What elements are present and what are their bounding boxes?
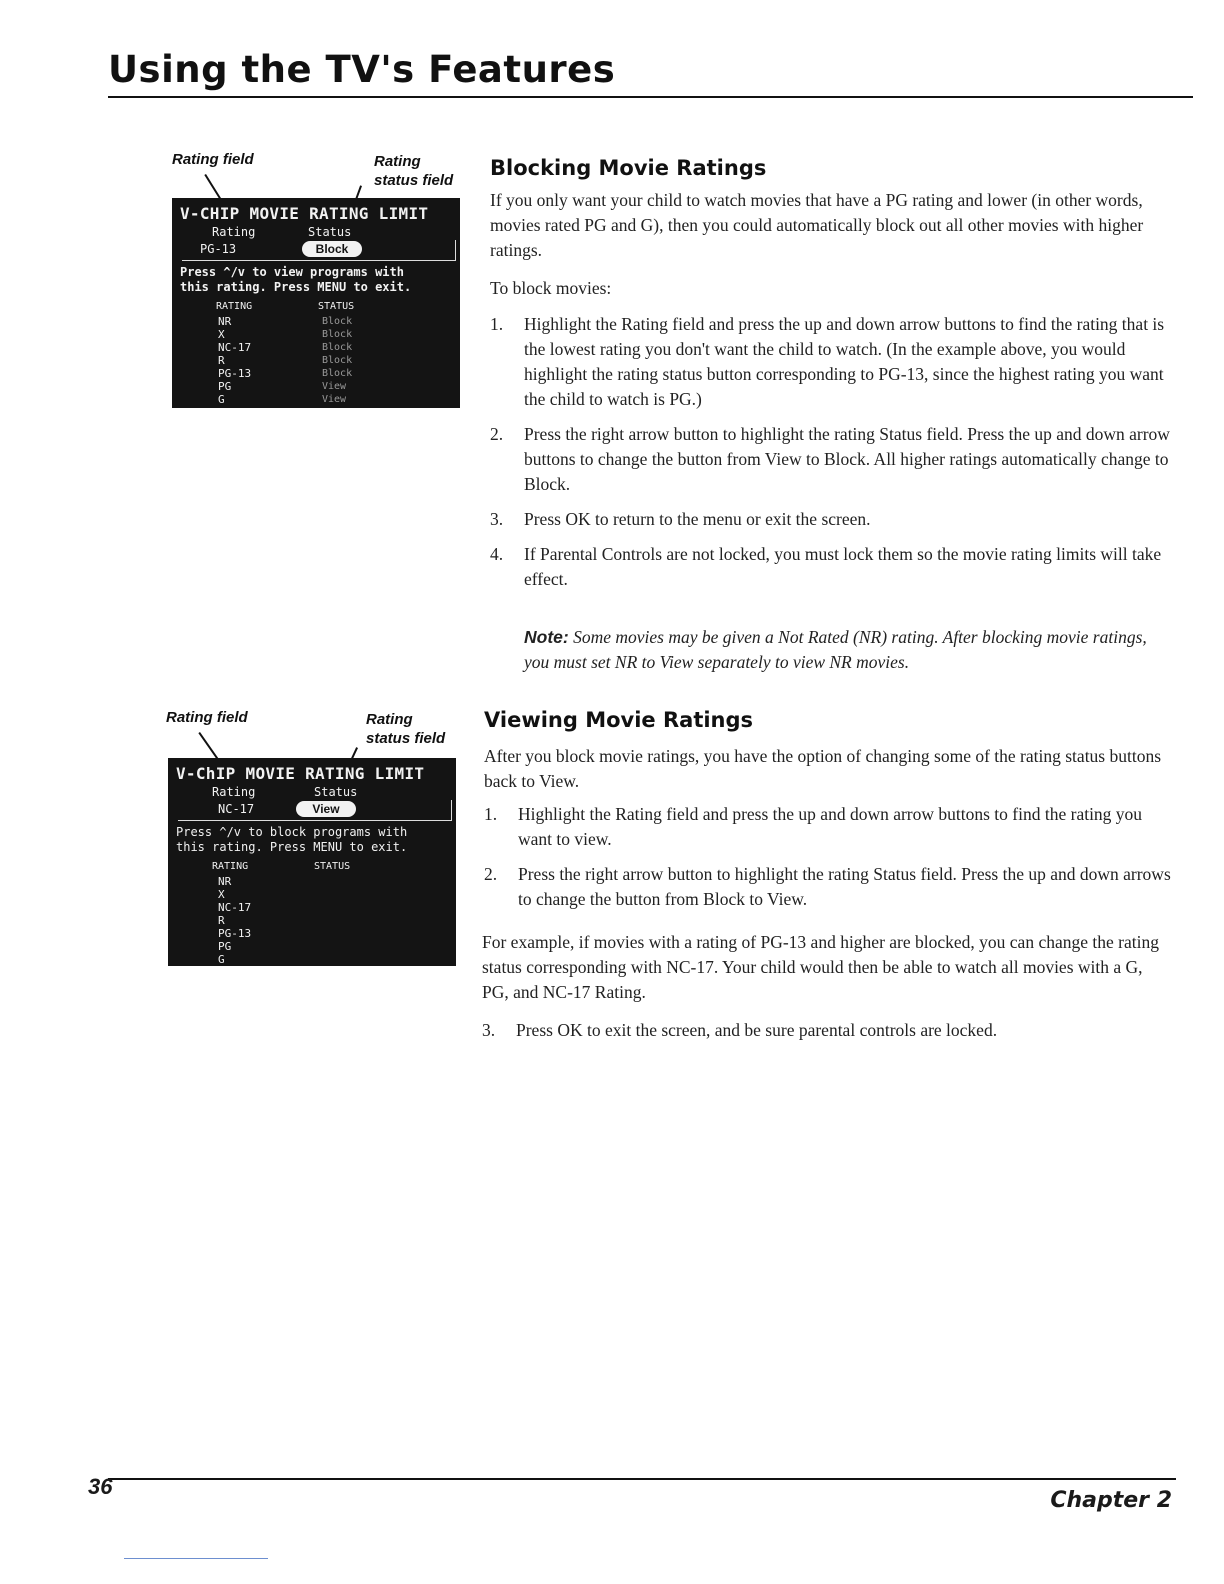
- to-block-label: To block movies:: [490, 278, 612, 298]
- status-row: Block: [322, 316, 353, 327]
- footer-rule: [108, 1478, 1176, 1480]
- list-item: [490, 312, 1180, 412]
- viewing-heading: Viewing Movie Ratings: [484, 708, 754, 732]
- blocking-note: [524, 625, 1164, 675]
- status-list-header: STATUS: [314, 861, 351, 872]
- status-list-header: STATUS: [318, 301, 355, 312]
- rating-status-field-label: [374, 152, 453, 190]
- step-text: Highlight the Rating field and press the up and down arrow buttons to find the rating you want to view.: [518, 804, 1143, 849]
- status-column-header: Status: [314, 785, 358, 799]
- selected-rating[interactable]: PG-13: [200, 242, 237, 256]
- figure-blocking-screen: [166, 150, 466, 415]
- status-row: Block: [322, 342, 353, 353]
- step-text: Press the right arrow button to highlight the rating Status field. Press the up and down arrows to change the button from Block to View.: [518, 864, 1171, 909]
- status-row: View: [322, 394, 347, 405]
- bottom-blue-rule: [124, 1558, 268, 1559]
- step-text: Press the right arrow button to highlight the rating Status field. Press the up and down arrow buttons to change the button from View to Block. All higher ratings automatically change to Block.: [524, 424, 1170, 494]
- message-line: this rating. Press MENU to exit.: [176, 840, 408, 854]
- status-row: View: [322, 381, 347, 392]
- rating-status-field-label: [366, 710, 445, 748]
- list-item: [484, 862, 1176, 912]
- rating-column-header: Rating: [212, 225, 256, 239]
- rating-label-line1: Rating: [366, 711, 413, 728]
- list-item: [490, 507, 1180, 532]
- step-text: If Parental Controls are not locked, you must lock them so the movie rating limits will take effect.: [524, 544, 1162, 589]
- message-line: this rating. Press MENU to exit.: [180, 280, 412, 294]
- selected-rating[interactable]: NC-17: [218, 802, 255, 816]
- list-item: [490, 422, 1180, 497]
- viewing-intro: After you block movie ratings, you have the option of changing some of the rating status buttons back to View.: [484, 746, 1162, 791]
- blocking-steps: [490, 312, 1180, 592]
- rating-field-bar[interactable]: [182, 240, 456, 261]
- rating-row: NC-17: [218, 341, 252, 354]
- rating-field-bar[interactable]: [178, 800, 452, 821]
- rating-row: PG: [218, 380, 232, 393]
- step-number: 4.: [490, 544, 504, 564]
- step-number: 1.: [484, 804, 498, 824]
- status-row: Block: [322, 329, 353, 340]
- message-line: Press ^/v to view programs with: [180, 265, 404, 279]
- status-button[interactable]: View: [296, 801, 356, 817]
- viewing-steps-continued: [482, 1018, 1174, 1043]
- screen-message: [176, 825, 407, 855]
- rating-row: G: [218, 953, 225, 966]
- tv-screen: [168, 758, 456, 966]
- rating-field-label: Rating field: [172, 151, 254, 168]
- rating-column-header: Rating: [212, 785, 256, 799]
- page-number: 36: [88, 1474, 113, 1499]
- note-label: Note:: [524, 627, 569, 647]
- status-button[interactable]: Block: [302, 241, 362, 257]
- step-number: 1.: [490, 314, 504, 334]
- viewing-example: For example, if movies with a rating of PG-13 and higher are blocked, you can change the rating status corresponding with NC-17. Your child would then be able to watch all movies with a G, PG, and NC-17 Rating.: [482, 932, 1159, 1002]
- note-text: Some movies may be given a Not Rated (NR) rating. After blocking movie ratings, you must set NR to View separately to view NR movies.: [524, 627, 1147, 672]
- screen-title: V-ChIP MOVIE RATING LIMIT: [176, 764, 425, 783]
- screen-title: V-CHIP MOVIE RATING LIMIT: [180, 204, 429, 223]
- rating-row: X: [218, 888, 225, 901]
- pointer-line: [205, 174, 222, 200]
- rating-field-label: Rating field: [166, 709, 248, 726]
- rating-list-header: RATING: [216, 301, 253, 312]
- rating-row: NR: [218, 315, 232, 328]
- rating-row: PG-13: [218, 367, 252, 380]
- tv-screen: [172, 198, 460, 408]
- rating-list-header: RATING: [212, 861, 249, 872]
- list-item: [482, 1018, 1174, 1043]
- step-number: 3.: [482, 1020, 496, 1040]
- blocking-heading: Blocking Movie Ratings: [490, 156, 767, 180]
- step-number: 3.: [490, 509, 504, 529]
- rating-row: PG-13: [218, 927, 252, 940]
- step-text: Press OK to exit the screen, and be sure parental controls are locked.: [516, 1020, 998, 1040]
- status-row: Block: [322, 368, 353, 379]
- figure-viewing-screen: [166, 708, 466, 973]
- rating-row: X: [218, 328, 225, 341]
- rating-row: NC-17: [218, 901, 252, 914]
- message-line: Press ^/v to block programs with: [176, 825, 408, 839]
- rating-label-line2: status field: [374, 172, 454, 189]
- list-item: [484, 802, 1176, 852]
- status-row: Block: [322, 355, 353, 366]
- blocking-intro: If you only want your child to watch movies that have a PG rating and lower (in other words, movies rated PG and G), then you could automatically block out all other movies with higher ratings.: [490, 190, 1144, 260]
- rating-row: NR: [218, 875, 232, 888]
- rating-row: G: [218, 393, 225, 406]
- step-text: Highlight the Rating field and press the up and down arrow buttons to find the rating that is the lowest rating you don't want the child to watch. (In the example above, you would highlight the rating status button corresponding to PG-13, since the highest rating you want the child to watch is PG.): [524, 314, 1165, 409]
- page-header-title: Using the TV's Features: [108, 48, 616, 91]
- rating-label-line1: Rating: [374, 153, 421, 170]
- rating-row: R: [218, 914, 225, 927]
- status-column-header: Status: [308, 225, 352, 239]
- header-rule: [108, 96, 1193, 98]
- rating-row: R: [218, 354, 225, 367]
- chapter-label: Chapter 2: [1050, 1488, 1172, 1513]
- screen-message: [180, 265, 411, 295]
- step-number: 2.: [490, 424, 504, 444]
- list-item: [490, 542, 1180, 592]
- step-number: 2.: [484, 864, 498, 884]
- step-text: Press OK to return to the menu or exit the screen.: [524, 509, 871, 529]
- rating-row: PG: [218, 940, 232, 953]
- rating-label-line2: status field: [366, 730, 446, 747]
- viewing-steps: [484, 802, 1176, 912]
